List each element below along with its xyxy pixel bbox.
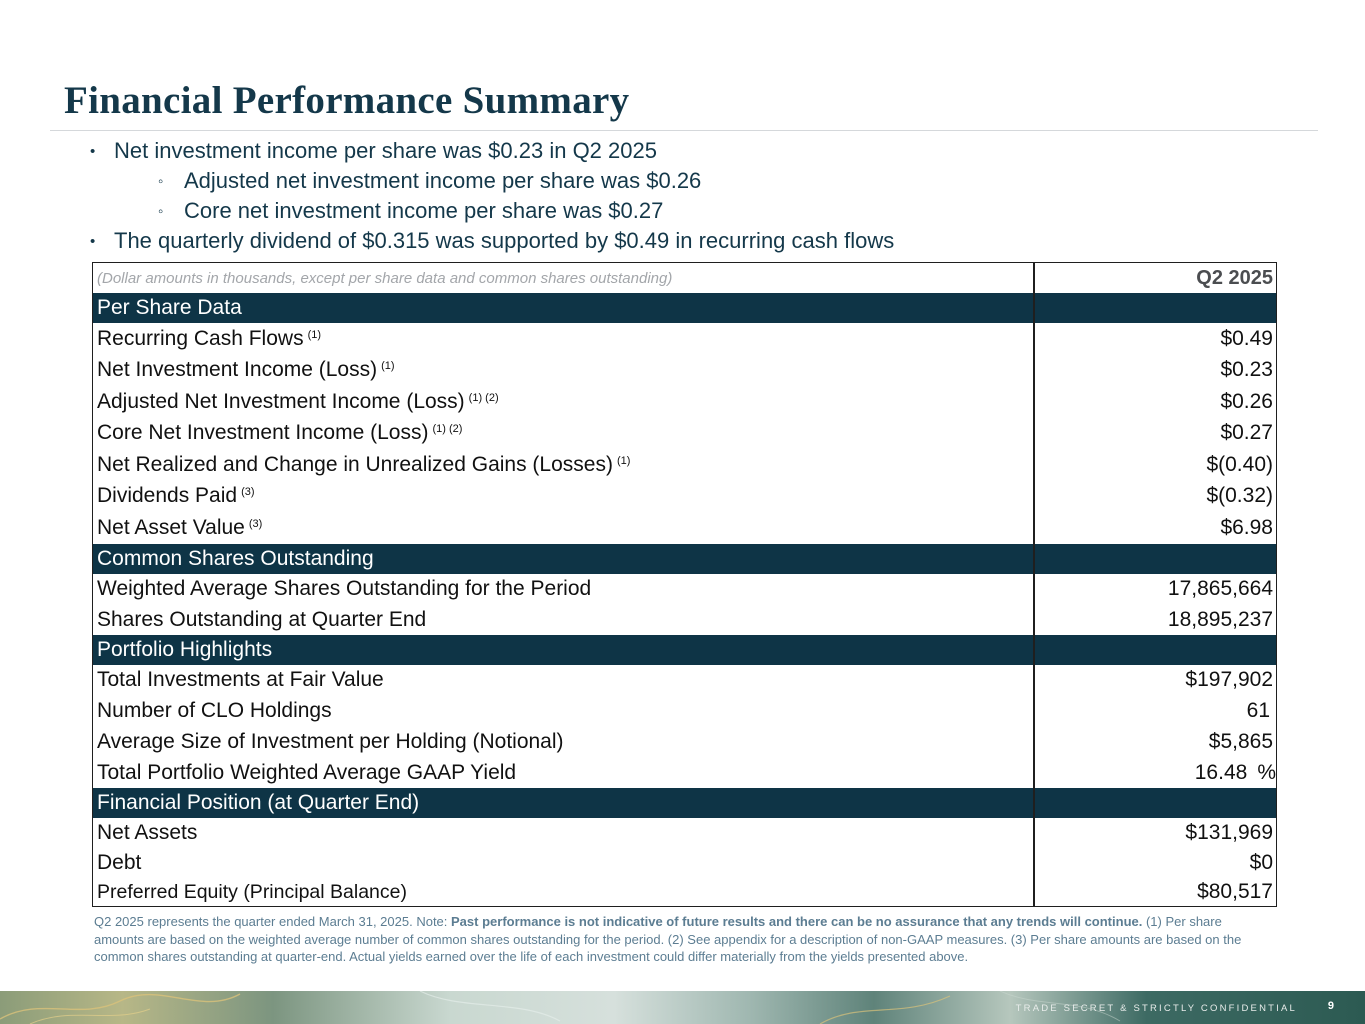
bullet-item — [90, 227, 894, 256]
section-portfolio-highlights — [93, 635, 1276, 665]
row-label: Weighted Average Shares Outstanding for the Period — [97, 577, 592, 600]
column-divider — [1033, 263, 1035, 906]
row-label: Shares Outstanding at Quarter End — [97, 607, 427, 631]
row-label: Adjusted Net Investment Income (Loss) $^{(1) (2)}$ — [97, 389, 499, 413]
table-row — [93, 758, 1276, 788]
row-value: $0.23 — [1220, 358, 1273, 382]
section-shares-outstanding — [93, 544, 1276, 574]
percent-unit: % — [1257, 760, 1276, 784]
row-label: Average Size of Investment per Holding (Notional) — [97, 730, 564, 753]
bullet-text: The quarterly dividend of $0.315 was supported by $0.49 in recurring cash flows — [114, 228, 895, 253]
bullet-text: Net investment income per share was $0.23 in Q2 2025 — [114, 138, 657, 163]
header-note: (Dollar amounts in thousands, except per share data and common shares outstanding) — [97, 269, 673, 287]
sub-bullet-icon: ◦ — [158, 173, 164, 190]
row-value: $131,969 — [1185, 820, 1273, 844]
row-label: Debt — [97, 851, 142, 875]
row-value: $6.98 — [1220, 515, 1273, 539]
row-value: 61 — [1246, 699, 1270, 722]
table-row — [93, 481, 1276, 513]
row-value: 16.48 % — [1194, 760, 1276, 784]
bullet-icon: • — [90, 233, 96, 250]
footnote-ref: (1) — [381, 360, 395, 373]
bullet-icon: • — [90, 143, 96, 160]
footnote-ref: (1) — [307, 328, 322, 341]
table-row — [93, 449, 1276, 481]
row-value: $80,517 — [1197, 880, 1273, 904]
footnote-ref: (3) — [241, 486, 255, 499]
row-label: Net Investment Income (Loss) $^{(1)}$ — [97, 358, 395, 382]
footnote-ref: (3) — [248, 517, 263, 530]
section-label: Per Share Data — [97, 296, 242, 319]
table-row — [93, 512, 1276, 544]
table-row — [93, 818, 1276, 849]
bullet-text: Core net investment income per share was $0.27 — [184, 198, 664, 223]
row-label: Net Assets — [97, 820, 198, 844]
table-row — [93, 665, 1276, 696]
row-label: Net Asset Value $^{(3)}$ — [97, 515, 263, 539]
row-value: $0.26 — [1220, 389, 1273, 413]
footnote-ref: (1) (2) — [468, 391, 499, 404]
bullet-item — [90, 137, 657, 166]
footnote-ref: (1) — [616, 454, 631, 467]
row-label: Preferred Equity (Principal Balance) — [97, 880, 407, 903]
title-divider — [50, 130, 1318, 131]
table-row — [93, 696, 1276, 727]
row-label: Recurring Cash Flows $^{(1)}$ — [97, 326, 322, 350]
row-value: $0.27 — [1220, 421, 1273, 445]
sub-bullet-icon: ◦ — [158, 203, 164, 220]
row-label: Dividends Paid $^{(3)}$ — [97, 484, 255, 508]
row-value: $0 — [1249, 851, 1273, 875]
bullet-text: Adjusted net investment income per share was $0.26 — [184, 168, 702, 193]
disclaimer-bold: Past performance is not indicative of future results and there can be no assurance that any trends will continue. — [451, 914, 1143, 929]
row-value: 18,895,237 — [1167, 607, 1273, 631]
page-title: Financial Performance Summary — [64, 79, 630, 122]
table-row — [93, 574, 1276, 605]
section-financial-position — [93, 788, 1276, 818]
footnote-ref: (1) (2) — [432, 423, 463, 436]
row-value: $197,902 — [1185, 668, 1273, 691]
row-value: $5,865 — [1208, 730, 1273, 753]
row-value: $(0.32) — [1206, 484, 1273, 508]
page-number: 9 — [1327, 1000, 1334, 1012]
table-row — [93, 418, 1276, 450]
table-row — [93, 727, 1276, 758]
row-label: Net Realized and Change in Unrealized Gains (Losses) $^{(1)}$ — [97, 452, 631, 476]
row-value: $0.49 — [1220, 326, 1273, 350]
financial-summary-table — [92, 262, 1277, 907]
table-row — [93, 879, 1276, 907]
row-label: Total Portfolio Weighted Average GAAP Yield — [97, 760, 517, 784]
row-value: 17,865,664 — [1167, 577, 1273, 600]
row-label: Number of CLO Holdings — [97, 699, 332, 722]
section-per-share — [93, 293, 1276, 323]
table-row — [93, 386, 1276, 418]
section-label: Portfolio Highlights — [97, 637, 273, 661]
header-period: Q2 2025 — [1196, 266, 1273, 289]
footer-banner — [0, 991, 1365, 1024]
table-row — [93, 355, 1276, 387]
footnote: Q2 2025 represents the quarter ended March 31, 2025. Note: Past performance is not indicative of future results and there can be no assurance that any trends will continue. (1) Per share amounts are based on the weighted average number of common shares outstanding for the period. (2) See appendix for a description of non-GAAP measures. (3) Per share amounts are based on the common shares outstanding at quarter-end. Actual yields earned over the life of each investment could differ materially from the yields presented above. — [94, 914, 1242, 964]
table-header-row — [93, 263, 1276, 293]
sub-bullet-item — [158, 197, 663, 226]
table-row — [93, 323, 1276, 355]
sub-bullet-item — [158, 167, 701, 196]
confidentiality-notice: TRADE SECRET & STRICTLY CONFIDENTIAL — [1015, 1003, 1297, 1014]
table-row — [93, 848, 1276, 879]
section-label: Financial Position (at Quarter End) — [97, 790, 420, 814]
row-value: $(0.40) — [1206, 452, 1273, 476]
row-label: Total Investments at Fair Value — [97, 668, 384, 691]
table-row — [93, 605, 1276, 635]
row-label: Core Net Investment Income (Loss) $^{(1) (2)}$ — [97, 421, 463, 445]
section-label: Common Shares Outstanding — [97, 546, 374, 570]
